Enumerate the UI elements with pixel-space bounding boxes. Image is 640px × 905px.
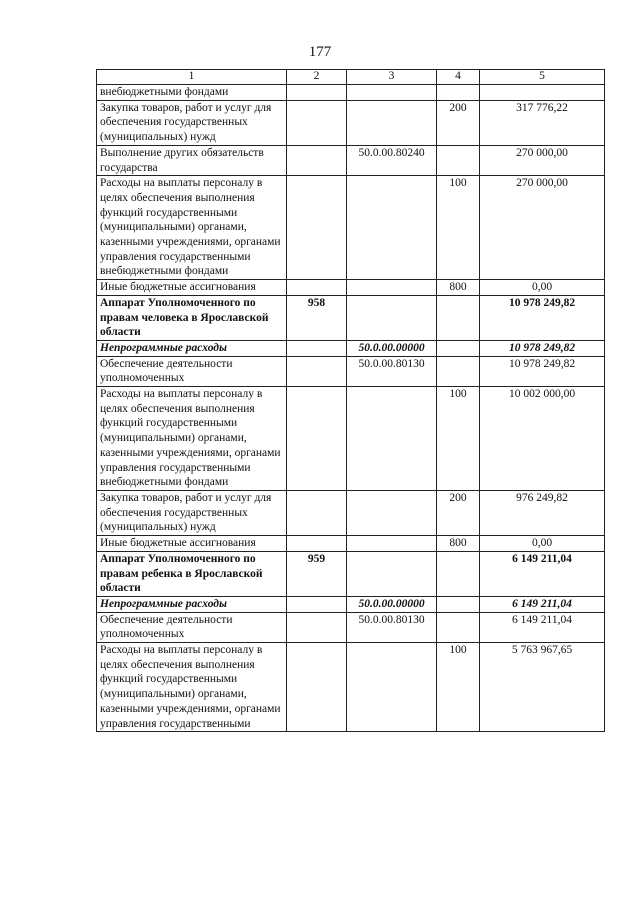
row-name: Расходы на выплаты персоналу в целях обеспечения выполнения функций государственными (муниципальными) органами, казенными учреждениями, органами управления государственными внебюджетными фондами: [97, 387, 287, 491]
row-dept-code: [287, 145, 347, 175]
row-amount: 0,00: [480, 536, 605, 552]
row-dept-code: [287, 612, 347, 642]
row-expense-type: [437, 85, 480, 101]
row-target-code: 50.0.00.80130: [347, 612, 437, 642]
header-col-3: 3: [347, 70, 437, 85]
table-row: [97, 340, 605, 356]
row-expense-type: [437, 551, 480, 596]
row-expense-type: [437, 340, 480, 356]
table-row: [97, 551, 605, 596]
row-amount: 6 149 211,04: [480, 612, 605, 642]
row-target-code: [347, 295, 437, 340]
row-amount: 10 978 249,82: [480, 340, 605, 356]
table-row: [97, 356, 605, 386]
header-col-5: 5: [480, 70, 605, 85]
row-target-code: [347, 85, 437, 101]
row-dept-code: [287, 85, 347, 101]
table-row: [97, 643, 605, 732]
row-dept-code: [287, 387, 347, 491]
row-name: Иные бюджетные ассигнования: [97, 280, 287, 296]
row-name: Обеспечение деятельности уполномоченных: [97, 612, 287, 642]
row-amount: 10 002 000,00: [480, 387, 605, 491]
row-dept-code: 959: [287, 551, 347, 596]
row-target-code: [347, 643, 437, 732]
page-number: 177: [308, 44, 332, 60]
row-dept-code: [287, 536, 347, 552]
row-amount: 10 978 249,82: [480, 295, 605, 340]
row-amount: 10 978 249,82: [480, 356, 605, 386]
table-row: [97, 100, 605, 145]
row-name: Непрограммные расходы: [97, 596, 287, 612]
row-expense-type: [437, 295, 480, 340]
table-row: [97, 596, 605, 612]
row-expense-type: 100: [437, 387, 480, 491]
row-amount: 976 249,82: [480, 490, 605, 535]
header-col-2: 2: [287, 70, 347, 85]
row-amount: 270 000,00: [480, 145, 605, 175]
row-dept-code: [287, 100, 347, 145]
row-expense-type: [437, 145, 480, 175]
row-expense-type: [437, 596, 480, 612]
row-dept-code: [287, 340, 347, 356]
budget-table: [96, 69, 605, 732]
header-col-4: 4: [437, 70, 480, 85]
row-name: Расходы на выплаты персоналу в целях обеспечения выполнения функций государственными (муниципальными) органами, казенными учреждениями, органами управления государственными внебюджетными фондами: [97, 176, 287, 280]
row-target-code: [347, 176, 437, 280]
row-expense-type: 200: [437, 490, 480, 535]
table-row: [97, 295, 605, 340]
row-target-code: [347, 551, 437, 596]
table-header-row: [97, 70, 605, 85]
table-row: [97, 145, 605, 175]
table-row: [97, 490, 605, 535]
row-dept-code: [287, 490, 347, 535]
table-row: [97, 387, 605, 491]
row-target-code: 50.0.00.80130: [347, 356, 437, 386]
row-dept-code: [287, 280, 347, 296]
row-name: Иные бюджетные ассигнования: [97, 536, 287, 552]
row-dept-code: [287, 176, 347, 280]
row-dept-code: [287, 643, 347, 732]
row-name: Выполнение других обязательств государства: [97, 145, 287, 175]
row-name: Закупка товаров, работ и услуг для обеспечения государственных (муниципальных) нужд: [97, 490, 287, 535]
row-name: Непрограммные расходы: [97, 340, 287, 356]
row-target-code: [347, 280, 437, 296]
row-expense-type: 800: [437, 280, 480, 296]
row-expense-type: [437, 356, 480, 386]
table-row: [97, 536, 605, 552]
table-row: [97, 280, 605, 296]
row-expense-type: [437, 612, 480, 642]
row-amount: 0,00: [480, 280, 605, 296]
row-dept-code: [287, 356, 347, 386]
table-row: [97, 85, 605, 101]
row-expense-type: 800: [437, 536, 480, 552]
row-amount: 6 149 211,04: [480, 551, 605, 596]
row-dept-code: [287, 596, 347, 612]
row-target-code: [347, 536, 437, 552]
row-expense-type: 200: [437, 100, 480, 145]
table-row: [97, 176, 605, 280]
row-name: Аппарат Уполномоченного по правам ребенка в Ярославской области: [97, 551, 287, 596]
row-name: Закупка товаров, работ и услуг для обеспечения государственных (муниципальных) нужд: [97, 100, 287, 145]
header-col-1: 1: [97, 70, 287, 85]
row-expense-type: 100: [437, 643, 480, 732]
row-amount: [480, 85, 605, 101]
row-amount: 5 763 967,65: [480, 643, 605, 732]
row-expense-type: 100: [437, 176, 480, 280]
row-target-code: [347, 490, 437, 535]
row-target-code: [347, 387, 437, 491]
row-amount: 6 149 211,04: [480, 596, 605, 612]
row-name: внебюджетными фондами: [97, 85, 287, 101]
table-row: [97, 612, 605, 642]
row-target-code: [347, 100, 437, 145]
row-target-code: 50.0.00.00000: [347, 340, 437, 356]
row-target-code: 50.0.00.80240: [347, 145, 437, 175]
row-name: Расходы на выплаты персоналу в целях обеспечения выполнения функций государственными (муниципальными) органами, казенными учреждениями, органами управления государственными: [97, 643, 287, 732]
row-name: Аппарат Уполномоченного по правам человека в Ярославской области: [97, 295, 287, 340]
row-name: Обеспечение деятельности уполномоченных: [97, 356, 287, 386]
row-amount: 317 776,22: [480, 100, 605, 145]
row-amount: 270 000,00: [480, 176, 605, 280]
row-dept-code: 958: [287, 295, 347, 340]
row-target-code: 50.0.00.00000: [347, 596, 437, 612]
